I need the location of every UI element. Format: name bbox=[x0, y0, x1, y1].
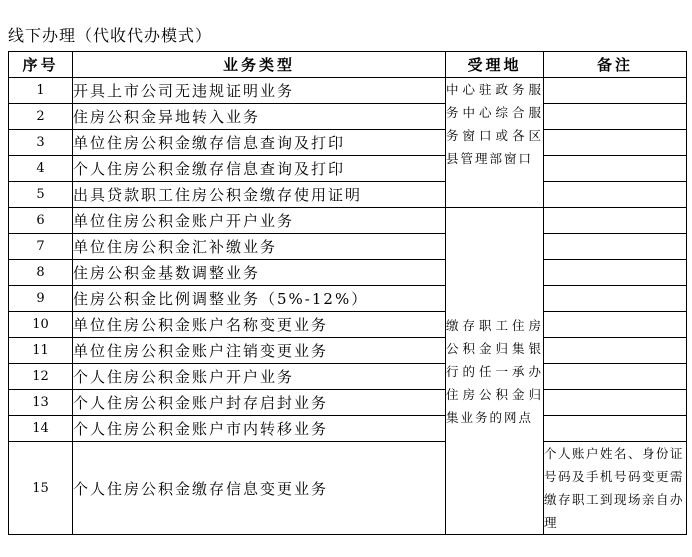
row-business-type: 个人住房公积金账户封存启封业务 bbox=[73, 390, 446, 416]
row-business-type: 住房公积金比例调整业务（5%-12%） bbox=[73, 286, 446, 312]
table-row bbox=[9, 260, 687, 286]
row-number: 3 bbox=[9, 130, 73, 156]
row-business-type: 个人住房公积金账户开户业务 bbox=[73, 364, 446, 390]
table-row bbox=[9, 208, 687, 234]
header-row bbox=[9, 52, 687, 78]
header-note: 备注 bbox=[544, 52, 687, 78]
row-number: 11 bbox=[9, 338, 73, 364]
row-number: 7 bbox=[9, 234, 73, 260]
row-number: 2 bbox=[9, 104, 73, 130]
page-caption: 线下办理（代收代办模式） bbox=[8, 26, 213, 45]
table-row bbox=[9, 104, 687, 130]
header-type: 业务类型 bbox=[73, 52, 446, 78]
row-business-type: 单位住房公积金账户名称变更业务 bbox=[73, 312, 446, 338]
row-note: 个人账户姓名、身份证号码及手机号码变更需缴存职工到现场亲自办理 bbox=[544, 442, 687, 535]
location-bank-outlets: 缴存职工住房公积金归集银行的任一承办住房公积金归集业务的网点 bbox=[446, 208, 544, 535]
row-note bbox=[544, 104, 687, 130]
row-note bbox=[544, 260, 687, 286]
business-table bbox=[8, 51, 687, 535]
row-note bbox=[544, 364, 687, 390]
row-note bbox=[544, 234, 687, 260]
table-row bbox=[9, 338, 687, 364]
row-business-type: 单位住房公积金账户开户业务 bbox=[73, 208, 446, 234]
row-business-type: 个人住房公积金账户市内转移业务 bbox=[73, 416, 446, 442]
row-note bbox=[544, 130, 687, 156]
row-note bbox=[544, 312, 687, 338]
row-number: 5 bbox=[9, 182, 73, 208]
row-number: 9 bbox=[9, 286, 73, 312]
row-note bbox=[544, 156, 687, 182]
row-number: 14 bbox=[9, 416, 73, 442]
table-row bbox=[9, 130, 687, 156]
table-row bbox=[9, 364, 687, 390]
table-row bbox=[9, 182, 687, 208]
row-note bbox=[544, 78, 687, 104]
row-number: 10 bbox=[9, 312, 73, 338]
row-number: 1 bbox=[9, 78, 73, 104]
table-row bbox=[9, 156, 687, 182]
row-business-type: 出具贷款职工住房公积金缴存使用证明 bbox=[73, 182, 446, 208]
row-business-type: 单位住房公积金账户注销变更业务 bbox=[73, 338, 446, 364]
row-number: 4 bbox=[9, 156, 73, 182]
header-no: 序号 bbox=[9, 52, 73, 78]
row-note bbox=[544, 182, 687, 208]
row-number: 13 bbox=[9, 390, 73, 416]
location-service-center: 中心驻政务服务中心综合服务窗口或各区县管理部窗口 bbox=[446, 78, 544, 208]
table-row bbox=[9, 234, 687, 260]
row-number: 15 bbox=[9, 442, 73, 535]
row-note bbox=[544, 286, 687, 312]
row-number: 6 bbox=[9, 208, 73, 234]
table-row bbox=[9, 312, 687, 338]
table-row bbox=[9, 390, 687, 416]
table-row bbox=[9, 78, 687, 104]
row-note bbox=[544, 416, 687, 442]
row-business-type: 个人住房公积金缴存信息变更业务 bbox=[73, 442, 446, 535]
table-row bbox=[9, 416, 687, 442]
row-business-type: 开具上市公司无违规证明业务 bbox=[73, 78, 446, 104]
row-business-type: 住房公积金异地转入业务 bbox=[73, 104, 446, 130]
row-note bbox=[544, 208, 687, 234]
row-business-type: 单位住房公积金缴存信息查询及打印 bbox=[73, 130, 446, 156]
row-note bbox=[544, 390, 687, 416]
table-row bbox=[9, 286, 687, 312]
row-business-type: 个人住房公积金缴存信息查询及打印 bbox=[73, 156, 446, 182]
row-business-type: 住房公积金基数调整业务 bbox=[73, 260, 446, 286]
row-note bbox=[544, 338, 687, 364]
header-location: 受理地 bbox=[446, 52, 544, 78]
row-number: 8 bbox=[9, 260, 73, 286]
row-number: 12 bbox=[9, 364, 73, 390]
row-business-type: 单位住房公积金汇补缴业务 bbox=[73, 234, 446, 260]
table-row bbox=[9, 442, 687, 535]
